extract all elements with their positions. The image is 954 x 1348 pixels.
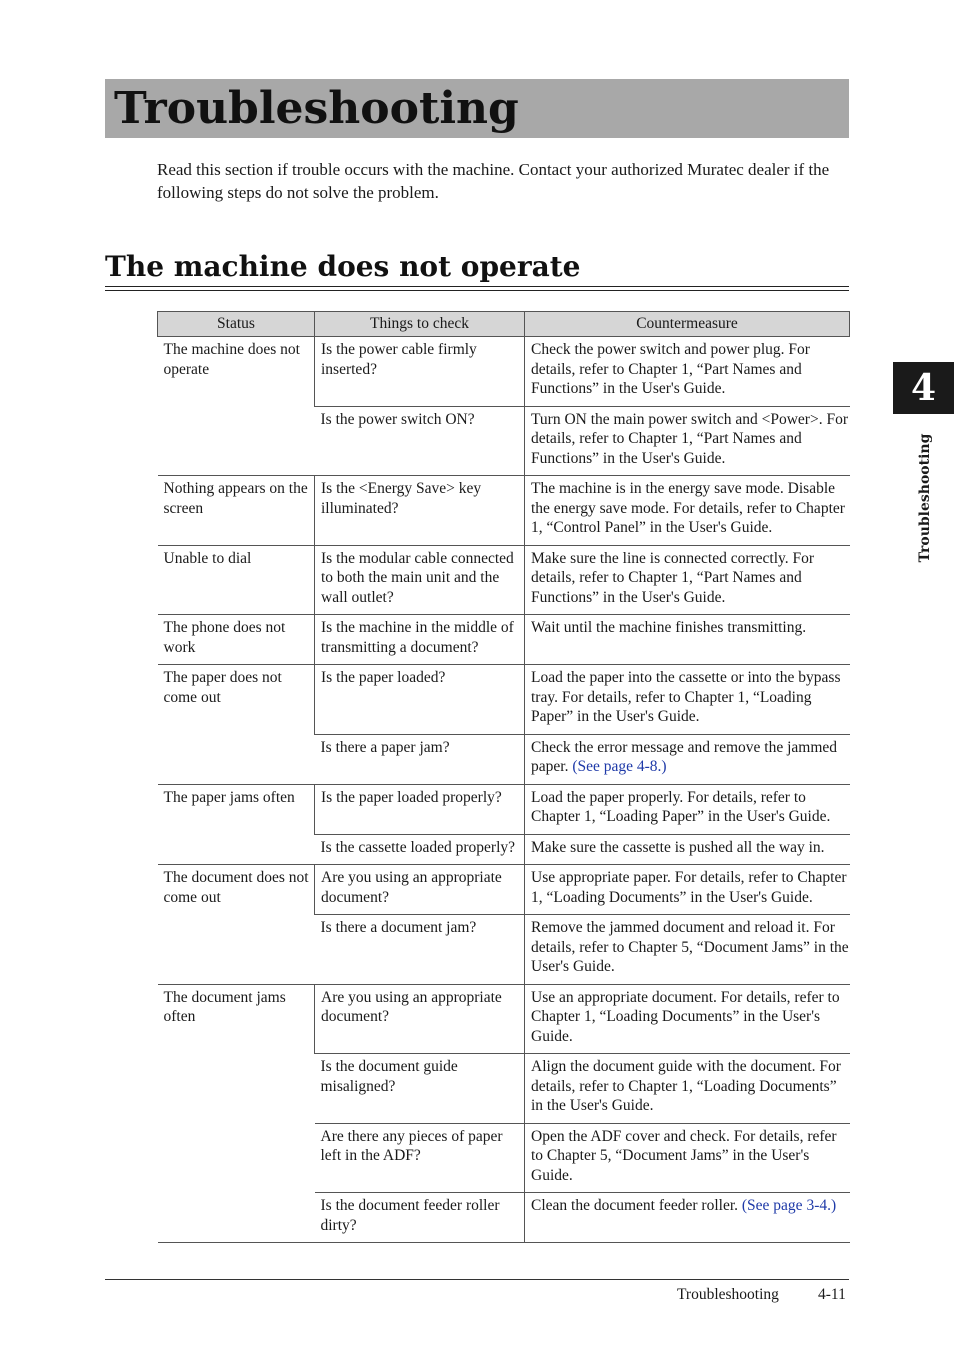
measure-cell: Use an appropriate document. For details, refer to Chapter 1, “Loading Documents” in the User's Guide.	[525, 984, 850, 1054]
troubleshooting-table	[157, 311, 850, 1243]
table-row	[158, 337, 850, 407]
measure-cell: Wait until the machine finishes transmitting.	[525, 615, 850, 665]
measure-text: Check the error message and remove the jammed paper.	[531, 738, 838, 775]
status-cell: The paper does not come out	[158, 665, 315, 785]
section-rule-top	[105, 286, 849, 287]
check-cell: Is there a document jam?	[315, 915, 525, 985]
see-page-4-8-link[interactable]: (See page 4-8.)	[572, 758, 667, 775]
header-countermeasure: Countermeasure	[525, 312, 850, 337]
table-row	[158, 865, 850, 915]
table-row	[158, 984, 850, 1054]
footer-section-name: Troubleshooting	[677, 1286, 779, 1303]
check-cell: Are you using an appropriate document?	[315, 984, 525, 1054]
see-page-3-4-link[interactable]: (See page 3-4.)	[741, 1197, 837, 1214]
check-cell: Is the document feeder roller dirty?	[315, 1193, 525, 1243]
status-cell: Nothing appears on the screen	[158, 476, 315, 546]
table-row	[158, 545, 850, 615]
check-cell: Is the paper loaded?	[315, 665, 525, 735]
check-cell: Is the document guide misaligned?	[315, 1054, 525, 1124]
measure-cell: The machine is in the energy save mode. Disable the energy save mode. For details, refer to Chapter 1, “Control Panel” in the User's Guide.	[525, 476, 850, 546]
check-cell: Is the machine in the middle of transmitting a document?	[315, 615, 525, 665]
measure-cell: Align the document guide with the document. For details, refer to Chapter 1, “Loading Documents” in the User's Guide.	[525, 1054, 850, 1124]
measure-cell: Load the paper properly. For details, refer to Chapter 1, “Loading Paper” in the User's Guide.	[525, 784, 850, 834]
header-things-to-check: Things to check	[315, 312, 525, 337]
check-cell: Is the modular cable connected to both the main unit and the wall outlet?	[315, 545, 525, 615]
status-cell: Unable to dial	[158, 545, 315, 615]
check-cell: Are there any pieces of paper left in the ADF?	[315, 1123, 525, 1193]
chapter-side-label-text: Troubleshooting	[917, 433, 933, 563]
page-title: Troubleshooting	[114, 83, 519, 134]
measure-cell: Remove the jammed document and reload it. For details, refer to Chapter 5, “Document Jams” in the User's Guide.	[525, 915, 850, 985]
header-status: Status	[158, 312, 315, 337]
measure-cell: Make sure the cassette is pushed all the way in.	[525, 834, 850, 865]
check-cell: Is the power switch ON?	[315, 406, 525, 476]
table-row	[158, 665, 850, 735]
check-cell: Is the paper loaded properly?	[315, 784, 525, 834]
section-rule-bottom	[105, 290, 849, 291]
status-cell: The machine does not operate	[158, 337, 315, 476]
table-row	[158, 476, 850, 546]
table-header-row	[158, 312, 850, 337]
section-title: The machine does not operate	[105, 250, 581, 283]
check-cell: Are you using an appropriate document?	[315, 865, 525, 915]
footer-page-number: 4-11	[818, 1286, 846, 1303]
check-cell: Is the <Energy Save> key illuminated?	[315, 476, 525, 546]
check-cell: Is the power cable firmly inserted?	[315, 337, 525, 407]
measure-cell: Load the paper into the cassette or into the bypass tray. For details, refer to Chapter 1, “Loading Paper” in the User's Guide.	[525, 665, 850, 735]
intro-paragraph	[157, 158, 847, 204]
status-cell: The paper jams often	[158, 784, 315, 865]
table-row	[158, 784, 850, 834]
measure-cell: Use appropriate paper. For details, refer to Chapter 1, “Loading Documents” in the User's Guide.	[525, 865, 850, 915]
measure-cell: Check the power switch and power plug. For details, refer to Chapter 1, “Part Names and Functions” in the User's Guide.	[525, 337, 850, 407]
chapter-tab[interactable]	[893, 362, 954, 414]
check-cell: Is there a paper jam?	[315, 734, 525, 784]
status-cell: The document does not come out	[158, 865, 315, 985]
chapter-number: 4	[910, 367, 937, 409]
footer-rule	[105, 1279, 849, 1280]
measure-text: Clean the document feeder roller.	[531, 1197, 742, 1214]
status-cell: The document jams often	[158, 984, 315, 1243]
status-cell: The phone does not work	[158, 615, 315, 665]
measure-cell	[525, 1193, 850, 1243]
table-row	[158, 615, 850, 665]
measure-cell: Turn ON the main power switch and <Power>. For details, refer to Chapter 1, “Part Names and Functions” in the User's Guide.	[525, 406, 850, 476]
title-bar	[105, 79, 849, 138]
measure-cell: Make sure the line is connected correctly. For details, refer to Chapter 1, “Part Names and Functions” in the User's Guide.	[525, 545, 850, 615]
check-cell: Is the cassette loaded properly?	[315, 834, 525, 865]
measure-cell	[525, 734, 850, 784]
intro-text: Read this section if trouble occurs with the machine. Contact your authorized Muratec dealer if the following steps do not solve the problem.	[157, 160, 830, 202]
measure-cell: Open the ADF cover and check. For details, refer to Chapter 5, “Document Jams” in the User's Guide.	[525, 1123, 850, 1193]
